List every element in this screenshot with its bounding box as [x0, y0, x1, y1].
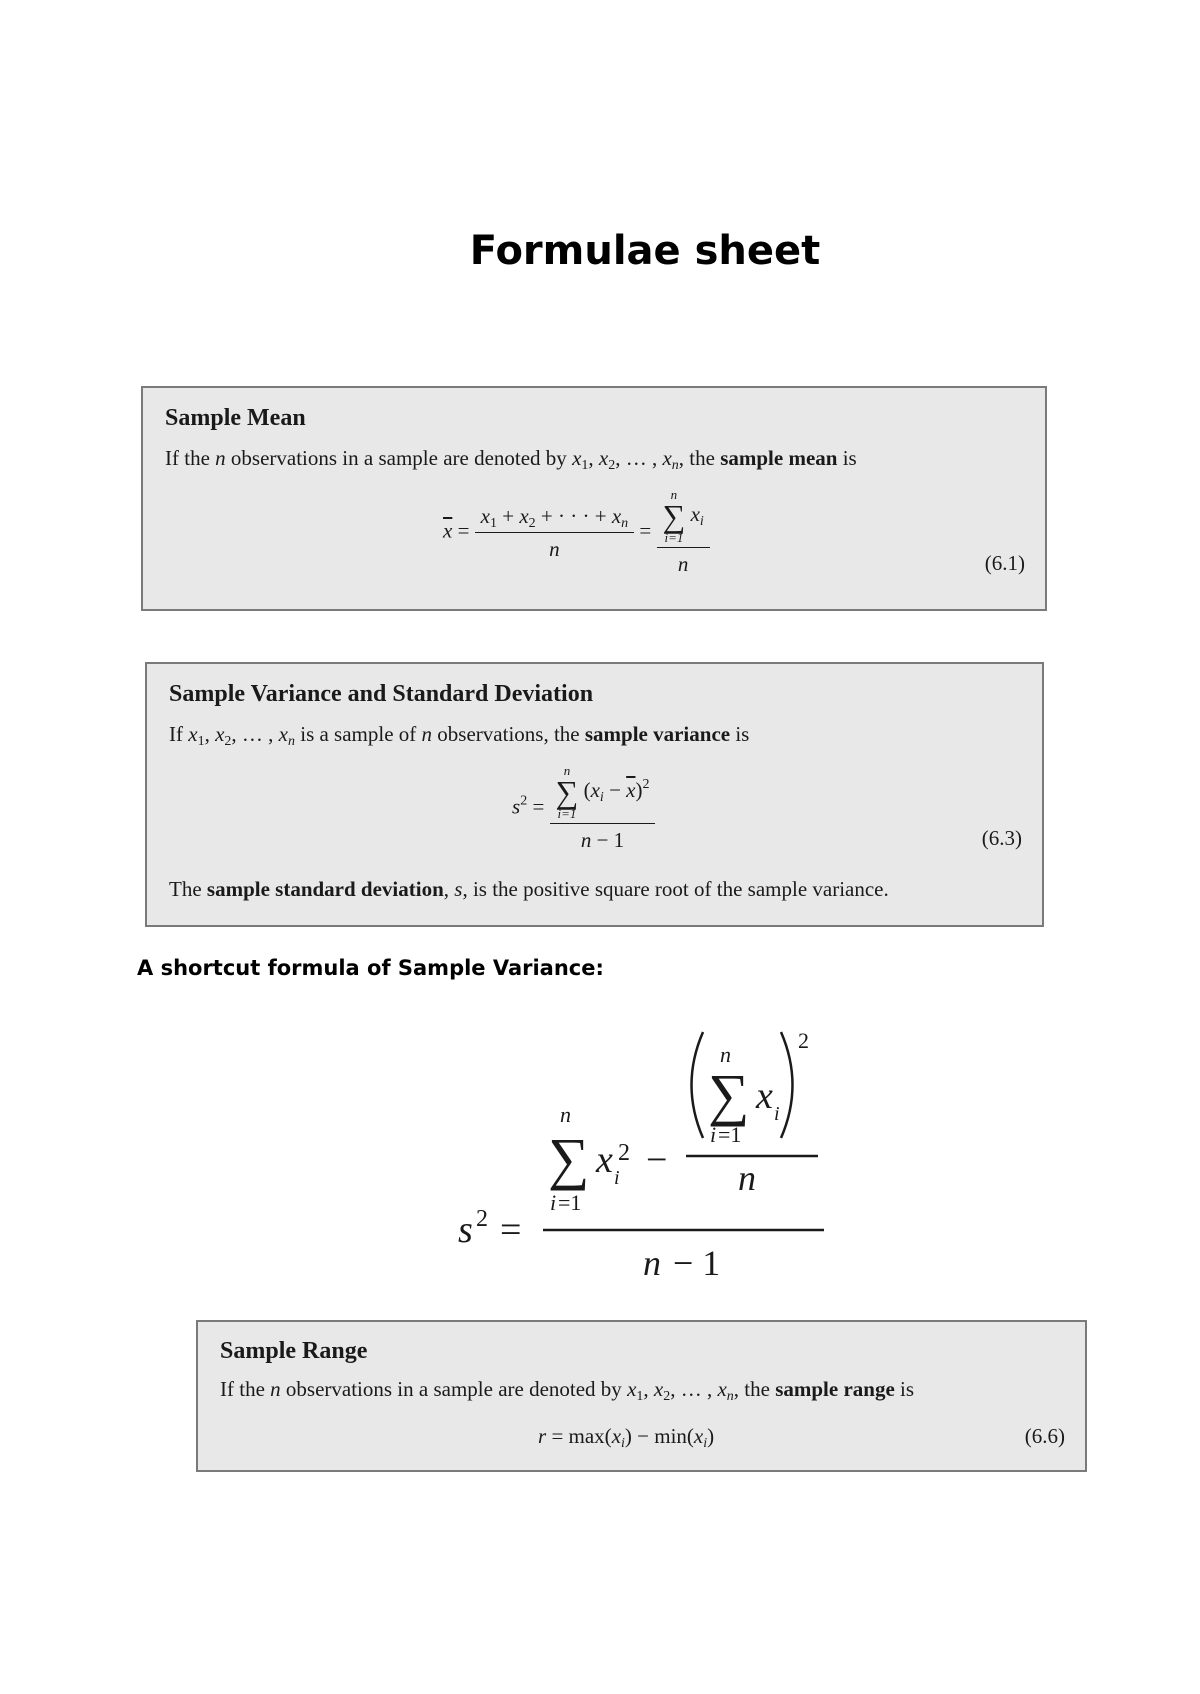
sample-range-text: If the n observations in a sample are denoted by $x_1$, $x_2$, … , $x_n$, the sample range is: [220, 1377, 915, 1404]
svg-text:=1: =1: [718, 1122, 742, 1147]
sample-variance-text: If $x_1$, $x_2$, … , $x_n$ is a sample of n observations, the sample variance is: [169, 722, 750, 749]
svg-text:2: 2: [798, 1030, 809, 1053]
sample-variance-heading: Sample Variance and Standard Deviation: [169, 681, 594, 707]
svg-text:n: n: [720, 1042, 731, 1067]
sample-mean-heading: Sample Mean: [165, 405, 306, 431]
svg-text:2: 2: [476, 1206, 488, 1232]
svg-text:x: x: [756, 1075, 773, 1117]
sample-variance-formula: $s^2$ = n ∑ i=1 $(x_i - \overline{x})^2$ n − 1: [512, 764, 655, 853]
svg-text:i: i: [710, 1122, 717, 1147]
svg-text:x: x: [596, 1139, 613, 1181]
svg-text:n: n: [560, 1102, 571, 1127]
svg-text:−: −: [646, 1139, 668, 1181]
sample-mean-formula: $\overline{x}$ = $\frac{x_1 + x_2 + \cdot \cdot \cdot + x_n}{n}$ = n ∑ i=1 $x_i$ n: [443, 488, 710, 577]
sample-range-heading: Sample Range: [220, 1338, 368, 1364]
page-title: Formulae sheet: [469, 228, 821, 274]
svg-text:∑: ∑: [708, 1062, 750, 1127]
svg-text:=: =: [500, 1209, 522, 1251]
equation-number: (6.1): [984, 551, 1025, 575]
sample-sd-text: The sample standard deviation, s, is the positive square root of the sample variance.: [169, 877, 889, 901]
svg-text:i: i: [614, 1167, 620, 1189]
sample-variance-box: [145, 662, 1044, 927]
svg-text:i: i: [550, 1190, 557, 1215]
equation-number: (6.3): [981, 826, 1022, 850]
svg-text:s: s: [458, 1209, 473, 1251]
shortcut-variance-formula: [458, 1030, 838, 1310]
equation-number: (6.6): [1024, 1424, 1065, 1448]
shortcut-heading: A shortcut formula of Sample Variance:: [137, 956, 604, 980]
svg-text:− 1: − 1: [673, 1243, 721, 1283]
svg-text:i: i: [774, 1103, 780, 1125]
svg-text:n: n: [643, 1243, 661, 1283]
svg-text:=1: =1: [558, 1190, 582, 1215]
sample-range-box: [196, 1320, 1087, 1472]
sample-mean-box: [141, 386, 1047, 611]
sample-range-formula: $r = \max(x_i) - \min(x_i)$: [538, 1424, 715, 1451]
svg-text:∑: ∑: [548, 1126, 590, 1191]
svg-text:n: n: [738, 1158, 756, 1198]
sample-mean-text: If the n observations in a sample are denoted by $x_1$, $x_2$, … , $x_n$, the sample mean is: [165, 446, 857, 473]
svg-text:2: 2: [618, 1140, 630, 1166]
